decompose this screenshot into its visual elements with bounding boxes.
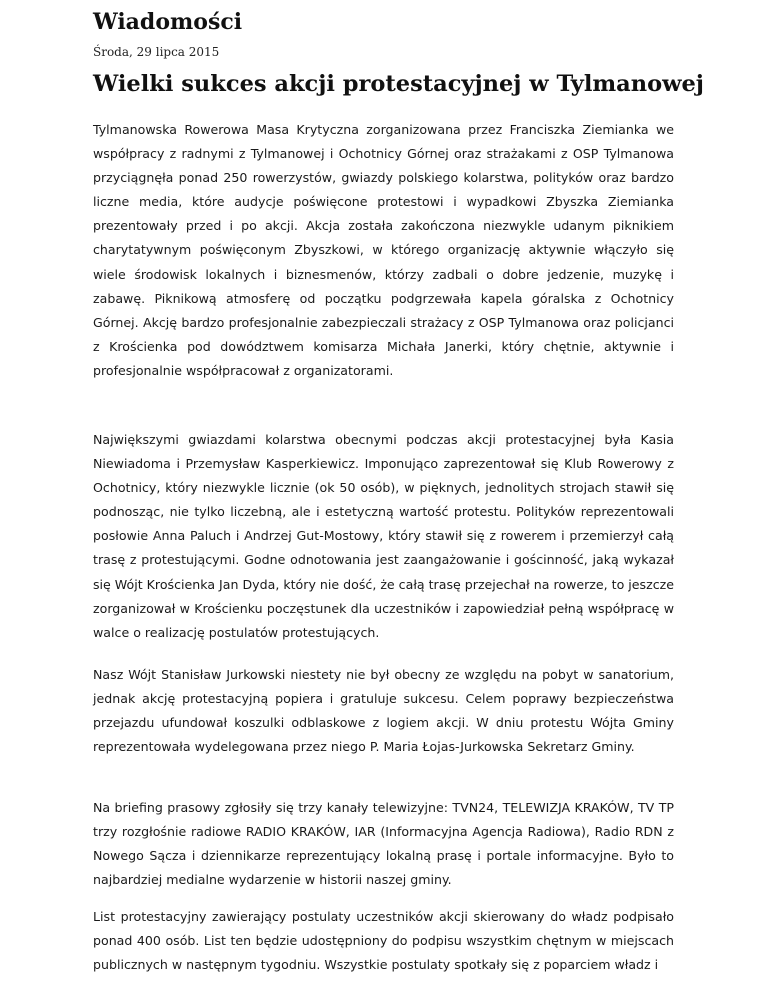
section-title: Wiadomości [93, 9, 243, 35]
article-paragraph-2: Największymi gwiazdami kolarstwa obecnymi podczas akcji protestacyjnej była Kasia Niewiadoma i Przemysław Kasperkiewicz. Imponująco zaprezentował się Klub Rowerowy z Ochotnicy, który niezwykle licznie (ok 50 osób), w pięknych, jednolitych strojach stawił się podnosząc, nie tylko liczebną, ale i estetyczną wartość protestu. Polityków reprezentowali posłowie Anna Paluch i Andrzej Gut-Mostowy, który stawił się z rowerem i przemierzył całą trasę z protestującymi. Godne odnotowania jest zaangażowanie i gościnność, jaką wykazał się Wójt Krościenka Jan Dyda, który nie dość, że całą trasę przejechał na rowerze, to jeszcze zorganizował w Krościenku poczęstunek dla uczestników i zapowiedział pełną współpracę w walce o realizację postulatów protestujących. [93, 432, 674, 640]
article-headline: Wielki sukces akcji protestacyjnej w Tylmanowej [93, 71, 704, 97]
article-paragraph-1: Tylmanowska Rowerowa Masa Krytyczna zorganizowana przez Franciszka Ziemianka we współpracy z radnymi z Tylmanowej i Ochotnicy Górnej oraz strażakami z OSP Tylmanowa przyciągnęła ponad 250 rowerzystów, gwiazdy polskiego kolarstwa, polityków oraz bardzo liczne media, które audycje poświęcone protestowi i wypadkowi Zbyszka Ziemianka prezentowały przed i po akcji. Akcja została zakończona niezwykle udanym piknikiem charytatywnym poświęconym Zbyszkowi, w którego organizację aktywnie włączyło się wiele środowisk lokalnych i biznesmenów, którzy zadbali o dobre jedzenie, muzykę i zabawę. Piknikową atmosferę od początku podgrzewała kapela góralska z Ochotnicy Górnej. Akcję bardzo profesjonalnie zabezpieczali strażacy z OSP Tylmanowa oraz policjanci z Krościenka pod dowództwem komisarza Michała Janerki, który chętnie, aktywnie i profesjonalnie współpracował z organizatorami. [93, 122, 674, 378]
article-paragraph-3: Nasz Wójt Stanisław Jurkowski niestety nie był obecny ze względu na pobyt w sanatorium, jednak akcję protestacyjną popiera i gratuluje sukcesu. Celem poprawy bezpieczeństwa przejazdu ufundował koszulki odblaskowe z logiem akcji. W dniu protestu Wójta Gminy reprezentowała wydelegowana przez niego P. Maria Łojas-Jurkowska Sekretarz Gminy. [93, 667, 674, 755]
article-paragraph-4: Na briefing prasowy zgłosiły się trzy kanały telewizyjne: TVN24, TELEWIZJA KRAKÓW, TV TP trzy rozgłośnie radiowe RADIO KRAKÓW, IAR (Informacyjna Agencja Radiowa), Radio RDN z Nowego Sącza i dziennikarze reprezentujący lokalną prasę i portale informacyjne. Było to najbardziej medialne wydarzenie w historii naszej gminy. [93, 800, 674, 888]
publication-date: Środa, 29 lipca 2015 [93, 45, 220, 59]
article-paragraph-5: List protestacyjny zawierający postulaty uczestników akcji skierowany do władz podpisało ponad 400 osób. List ten będzie udostępniony do podpisu wszystkim chętnym w miejscach publicznych w następnym tygodniu. Wszystkie postulaty spotkały się z poparciem władz i [93, 909, 674, 973]
